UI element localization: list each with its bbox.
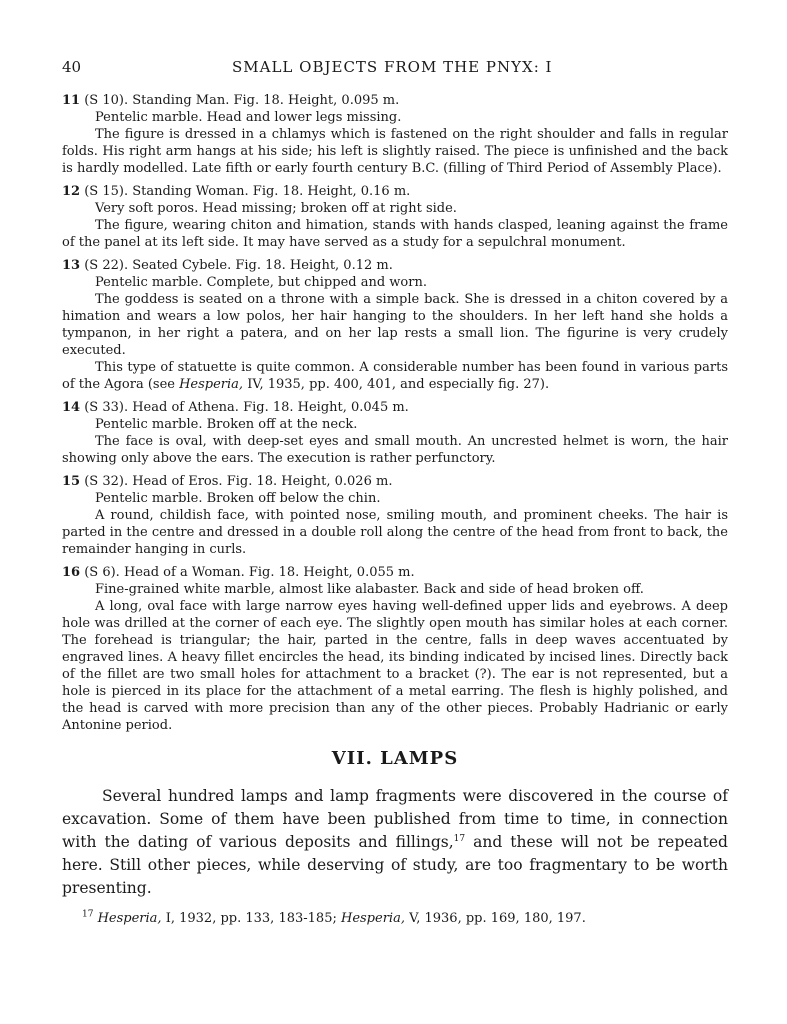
catalogue-entry-13 — [62, 257, 728, 393]
entry-heading — [62, 473, 728, 490]
footnote-journal-2: Hesperia, — [340, 911, 405, 926]
catalogue-entry-15 — [62, 473, 728, 558]
footnote-text-2: V, 1936, pp. 169, 180, 197. — [404, 911, 586, 926]
comparanda-text-1: This type of statuette is quite common. A considerable number has been found in various parts of the Agora (see — [62, 360, 728, 392]
entry-comparanda — [62, 359, 728, 393]
entry-description: The goddess is seated on a throne with a simple back. She is dressed in a chiton covered by a himation and wears a low polos, her hair hanging to the shoulders. In her left hand she holds a tympanon, in her right a patera, and on her lap rests a small lion. The figurine is very crudely executed. — [62, 292, 728, 358]
footnote-text-1: I, 1932, pp. 133, 183-185; — [161, 911, 341, 926]
entry-material: Pentelic marble. Complete, but chipped and worn. — [95, 275, 427, 290]
entry-description: The figure is dressed in a chlamys which is fastened on the right shoulder and falls in regular folds. His right arm hangs at his side; his left is slightly raised. The piece is unfinished and the back is hardly modelled. Late fifth or early fourth century B.C. (filling of Third Period of Assembly Place). — [62, 127, 728, 176]
entry-title: (S 6). Head of a Woman. Fig. 18. Height, 0.055 m. — [84, 565, 415, 580]
catalogue-entry-11 — [62, 92, 728, 177]
catalogue-entries — [62, 92, 728, 734]
entry-heading — [62, 183, 728, 200]
entry-description: A long, oval face with large narrow eyes having well-defined upper lids and eyebrows. A deep hole was drilled at the corner of each eye. The slightly open mouth has similar holes at each corner. The forehead is triangular; the hair, parted in the centre, falls in deep waves accentuated by engraved lines. A heavy fillet encircles the head, its binding indicated by incised lines. Directly back of the fillet are two small holes for attachment to a bracket (?). The ear is not represented, but a hole is pierced in its place for the attachment of a metal earring. The flesh is highly polished, and the head is carved with more precision than any of the other pieces. Probably Hadrianic or early Antonine period. — [62, 599, 728, 733]
entry-number: 15 — [62, 474, 81, 489]
entry-number: 12 — [62, 184, 81, 199]
journal-title: Hesperia, — [179, 377, 244, 392]
entry-number: 13 — [62, 258, 81, 273]
entry-material: Pentelic marble. Broken off below the chin. — [95, 491, 381, 506]
entry-title: (S 15). Standing Woman. Fig. 18. Height, 0.16 m. — [84, 184, 411, 199]
intro-text-1: Several hundred lamps and lamp fragments were discovered in the course of excavation. Some of them have been published from time to time, in connection with the dating of various deposits and fillings, — [62, 787, 728, 851]
entry-description: The face is oval, with deep-set eyes and small mouth. An uncrested helmet is worn, the hair showing only above the ears. The execution is rather perfunctory. — [62, 434, 728, 466]
entry-material: Pentelic marble. Head and lower legs missing. — [95, 110, 402, 125]
entry-title: (S 33). Head of Athena. Fig. 18. Height, 0.045 m. — [84, 400, 409, 415]
footnote — [82, 910, 728, 927]
entry-heading — [62, 564, 728, 581]
running-header — [62, 58, 728, 82]
catalogue-entry-14 — [62, 399, 728, 467]
entry-material: Very soft poros. Head missing; broken off at right side. — [95, 201, 457, 216]
footnote-marker: 17 — [82, 909, 94, 920]
entry-material: Pentelic marble. Broken off at the neck. — [95, 417, 358, 432]
entry-material: Fine-grained white marble, almost like alabaster. Back and side of head broken off. — [95, 582, 644, 597]
document-page — [62, 58, 728, 927]
running-title: SMALL OBJECTS FROM THE PNYX: I — [232, 58, 553, 76]
footnote-reference[interactable]: 17 — [453, 833, 466, 844]
entry-heading — [62, 257, 728, 274]
entry-heading — [62, 399, 728, 416]
entry-title: (S 22). Seated Cybele. Fig. 18. Height, 0.12 m. — [84, 258, 393, 273]
entry-description: A round, childish face, with pointed nose, smiling mouth, and prominent cheeks. The hair is parted in the centre and dressed in a double roll along the centre of the head from front to back, the remainder hanging in curls. — [62, 508, 728, 557]
catalogue-entry-12 — [62, 183, 728, 251]
entry-title: (S 32). Head of Eros. Fig. 18. Height, 0.026 m. — [84, 474, 393, 489]
footnote-journal-1: Hesperia, — [97, 911, 162, 926]
section-intro — [62, 785, 728, 900]
intro-text-2: and these will not be repeated here. Still other pieces, while deserving of study, are too fragmentary to be worth presenting. — [62, 833, 728, 897]
entry-heading — [62, 92, 728, 109]
entry-number: 11 — [62, 93, 81, 108]
entry-description: The figure, wearing chiton and himation, stands with hands clasped, leaning against the frame of the panel at its left side. It may have served as a study for a sepulchral monument. — [62, 218, 728, 250]
entry-title: (S 10). Standing Man. Fig. 18. Height, 0.095 m. — [84, 93, 400, 108]
entry-number: 14 — [62, 400, 81, 415]
catalogue-entry-16 — [62, 564, 728, 734]
page-number: 40 — [62, 58, 82, 76]
section-title: VII. LAMPS — [331, 748, 459, 769]
entry-number: 16 — [62, 565, 81, 580]
comparanda-text-2: IV, 1935, pp. 400, 401, and especially fig. 27). — [243, 377, 550, 392]
